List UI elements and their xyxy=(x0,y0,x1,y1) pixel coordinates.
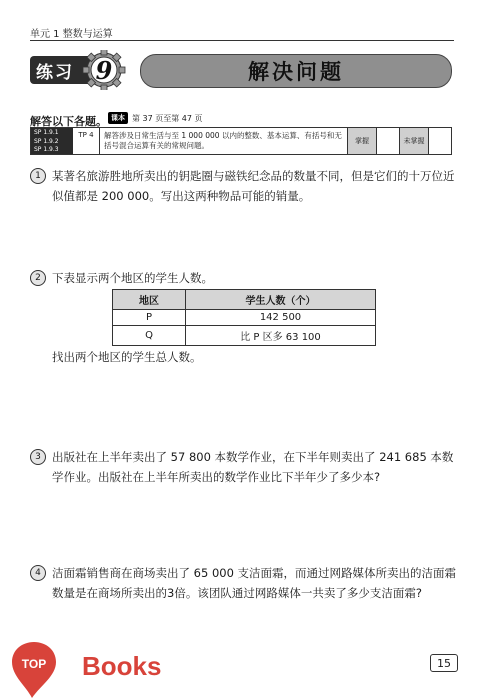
table-row xyxy=(113,326,376,346)
logo-books: Books xyxy=(82,651,162,681)
tp-level: TP 4 xyxy=(73,128,100,154)
sp-code: SP 1.9.1 xyxy=(34,129,59,136)
book-reference xyxy=(108,112,203,124)
column-header-students: 学生人数（个） xyxy=(186,290,376,310)
not-mastered-label: 未掌握 xyxy=(400,128,429,154)
question-2 xyxy=(30,268,458,288)
question-number: 3 xyxy=(30,449,46,465)
count-cell: 比 P 区多 63 100 xyxy=(186,326,376,346)
book-icon: 课本 xyxy=(108,112,128,124)
q2-followup: 找出两个地区的学生总人数。 xyxy=(52,350,202,364)
question-1 xyxy=(30,166,458,206)
table-row xyxy=(113,310,376,326)
sp-code: SP 1.9.2 xyxy=(34,137,59,145)
column-header-region: 地区 xyxy=(113,290,186,310)
question-text: 下表显示两个地区的学生人数。 xyxy=(52,271,213,285)
question-3 xyxy=(30,447,458,487)
question-4 xyxy=(30,563,458,603)
mastered-label: 掌握 xyxy=(348,128,377,154)
question-text: 洁面霜销售商在商场卖出了 65 000 支洁面霜，而通过网路媒体所卖出的洁面霜数量是在商场所卖出的3倍。该团队通过网路媒体一共卖了多少支洁面霜? xyxy=(52,566,457,600)
gear-icon xyxy=(82,50,126,90)
table-header-row xyxy=(113,290,376,310)
objective-description: 解答涉及日常生活与至 1 000 000 以内的整数、基本运算、有括号和无括号混合运算有关的常规问题。 xyxy=(100,128,348,154)
count-cell: 142 500 xyxy=(186,310,376,326)
question-number: 1 xyxy=(30,168,46,184)
unit-header: 单元 1 整数与运算 xyxy=(30,29,113,40)
header-rule xyxy=(30,40,454,41)
page-number: 15 xyxy=(430,654,458,672)
question-text: 某著名旅游胜地所卖出的钥匙圈与磁铁纪念品的数量不同，但是它们的十万位近似值都是 200 000。写出这两种物品可能的销量。 xyxy=(52,169,455,203)
question-number: 4 xyxy=(30,565,46,581)
region-cell: Q xyxy=(113,326,186,346)
sp-codes xyxy=(31,128,73,154)
book-page-range: 第 37 页至第 47 页 xyxy=(132,113,203,123)
title-banner xyxy=(30,50,452,90)
student-count-table xyxy=(112,289,376,346)
question-number: 2 xyxy=(30,270,46,286)
practice-number: 9 xyxy=(95,56,113,85)
sp-code: SP 1.9.3 xyxy=(34,146,59,153)
question-text: 出版社在上半年卖出了 57 800 本数学作业，在下半年则卖出了 241 685 本数学作业。出版社在上半年所卖出的数学作业比下半年少了多少本? xyxy=(52,450,454,484)
topic-title: 解决问题 xyxy=(248,60,344,84)
not-mastered-checkbox[interactable] xyxy=(429,128,451,154)
instruction-text: 解答以下各题。 xyxy=(30,115,107,128)
topic-bar xyxy=(140,54,452,88)
region-cell: P xyxy=(113,310,186,326)
learning-objective-box xyxy=(30,127,452,155)
practice-label: 练习 xyxy=(36,62,74,83)
logo-top: TOP xyxy=(21,657,47,671)
topbooks-logo xyxy=(0,640,180,700)
mastered-checkbox[interactable] xyxy=(377,128,400,154)
